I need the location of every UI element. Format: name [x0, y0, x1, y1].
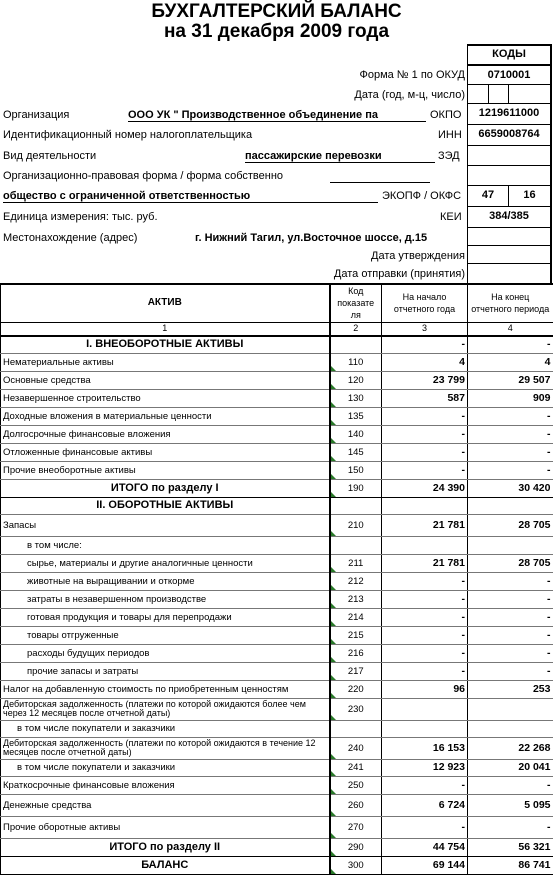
value-start: - [382, 461, 468, 479]
value-end [468, 698, 553, 720]
row-label: Нематериальные активы [1, 353, 330, 371]
value-start: 24 390 [382, 479, 468, 497]
table-row [1, 776, 553, 794]
okopf-label: ЭКОПФ / ОКФС [382, 189, 461, 203]
table-row [1, 662, 553, 680]
value-start: 23 799 [382, 371, 468, 389]
cell-marker-icon [331, 420, 336, 425]
row-code: 217 [330, 662, 382, 680]
value-start [382, 698, 468, 720]
value-end: - [468, 776, 553, 794]
value-start: 21 781 [382, 514, 468, 536]
cell-marker-icon [331, 811, 336, 816]
row-code: 213 [330, 590, 382, 608]
row-code [330, 336, 382, 353]
codes-divider [467, 245, 552, 246]
value-end: - [468, 590, 553, 608]
codes-box-right [550, 44, 552, 284]
value-end: 909 [468, 389, 553, 407]
col-number: 2 [330, 322, 382, 336]
value-start: 16 153 [382, 737, 468, 759]
table-row [1, 572, 553, 590]
row-code: 215 [330, 626, 382, 644]
table-row [1, 425, 553, 443]
value-end [468, 720, 553, 737]
row-label: животные на выращивании и откорме [1, 572, 330, 590]
col-number: 3 [382, 322, 468, 336]
address-label: Местонахождение (адрес) [3, 231, 137, 245]
cell-marker-icon [331, 833, 336, 838]
org-value: ООО УК " Производственное объединение па [128, 108, 428, 122]
value-end: - [468, 816, 553, 838]
date-divider [488, 85, 489, 103]
value-end: - [468, 407, 553, 425]
underline [128, 121, 426, 122]
document-date: на 31 декабря 2009 года [0, 22, 553, 42]
value-end: 29 507 [468, 371, 553, 389]
row-code: 250 [330, 776, 382, 794]
value-start: - [382, 572, 468, 590]
row-label: Денежные средства [1, 794, 330, 816]
table-row [1, 680, 553, 698]
underline [245, 162, 435, 163]
cell-marker-icon [331, 715, 336, 720]
row-label: Краткосрочные финансовые вложения [1, 776, 330, 794]
value-end: - [468, 336, 553, 353]
cell-marker-icon [331, 771, 336, 776]
cell-marker-icon [331, 438, 336, 443]
row-label: сырье, материалы и другие аналогичные ценности [1, 554, 330, 572]
cell-marker-icon [331, 639, 336, 644]
send-label: Дата отправки (принятия) [334, 267, 465, 281]
value-start [382, 536, 468, 554]
okpo-code: 1219611000 [468, 104, 550, 124]
value-end: - [468, 572, 553, 590]
row-label: Основные средства [1, 371, 330, 389]
row-code [330, 536, 382, 554]
codes-header: КОДЫ [468, 45, 550, 64]
value-start: 21 781 [382, 554, 468, 572]
okei-label: КЕИ [440, 210, 462, 224]
value-end: - [468, 662, 553, 680]
col-header-start: На начало отчетного года [382, 284, 468, 322]
row-code: 240 [330, 737, 382, 759]
address-value: г. Нижний Тагил, ул.Восточное шоссе, д.15 [195, 231, 427, 245]
table-row [1, 816, 553, 838]
row-label: прочие запасы и затраты [1, 662, 330, 680]
row-label: БАЛАНС [1, 856, 330, 874]
date-label: Дата (год, м-ц, число) [354, 88, 465, 102]
table-row [1, 590, 553, 608]
value-start: 69 144 [382, 856, 468, 874]
codes-divider [467, 227, 552, 228]
value-start: 4 [382, 353, 468, 371]
cell-marker-icon [331, 693, 336, 698]
org-label: Организация [3, 108, 69, 122]
row-code: 220 [330, 680, 382, 698]
row-code: 211 [330, 554, 382, 572]
row-code: 110 [330, 353, 382, 371]
table-row [1, 443, 553, 461]
table-row [1, 554, 553, 572]
table-row [1, 759, 553, 776]
table-row [1, 720, 553, 737]
codes-divider [467, 185, 552, 186]
cell-marker-icon [331, 621, 336, 626]
value-end: - [468, 626, 553, 644]
total-row [1, 838, 553, 856]
col-header-asset: АКТИВ [1, 284, 330, 322]
value-start: 44 754 [382, 838, 468, 856]
cell-marker-icon [331, 402, 336, 407]
activity-value: пассажирские перевозки [245, 149, 382, 163]
value-start: - [382, 407, 468, 425]
table-row [1, 514, 553, 536]
row-code: 230 [330, 698, 382, 720]
row-label: Налог на добавленную стоимость по приобретенным ценностям [1, 680, 330, 698]
row-code: 216 [330, 644, 382, 662]
legal-form-label: Организационно-правовая форма / форма собственно [3, 169, 283, 183]
inn-code: 6659008764 [468, 125, 550, 145]
row-code: 214 [330, 608, 382, 626]
value-start: 96 [382, 680, 468, 698]
value-end [468, 497, 553, 514]
value-end: 22 268 [468, 737, 553, 759]
row-label: ИТОГО по разделу I [1, 479, 330, 497]
row-code: 300 [330, 856, 382, 874]
table-header-row [1, 284, 553, 322]
codes-divider [467, 165, 552, 166]
row-code: 120 [330, 371, 382, 389]
table-row [1, 371, 553, 389]
cell-marker-icon [331, 366, 336, 371]
codes-divider [467, 84, 552, 85]
row-code [330, 497, 382, 514]
table-row [1, 407, 553, 425]
row-label: Незавершенное строительство [1, 389, 330, 407]
table-row [1, 461, 553, 479]
row-label: в том числе покупатели и заказчики [1, 759, 330, 776]
value-start [382, 497, 468, 514]
cell-marker-icon [331, 657, 336, 662]
row-label: I. ВНЕОБОРОТНЫЕ АКТИВЫ [1, 336, 330, 353]
col-number: 1 [1, 322, 330, 336]
row-code: 150 [330, 461, 382, 479]
section-header-row [1, 336, 553, 353]
row-code: 210 [330, 514, 382, 536]
value-start: - [382, 816, 468, 838]
cell-marker-icon [331, 585, 336, 590]
row-label: II. ОБОРОТНЫЕ АКТИВЫ [1, 497, 330, 514]
date-divider [508, 85, 509, 103]
okved-label: ЗЭД [438, 149, 460, 163]
okei-code: 384/385 [468, 207, 550, 227]
inn-label: Идентификационный номер налогоплательщика [3, 128, 252, 142]
form-code: 0710001 [468, 66, 550, 84]
approval-label: Дата утверждения [371, 249, 465, 263]
cell-marker-icon [331, 754, 336, 759]
value-start [382, 720, 468, 737]
okpo-label: ОКПО [430, 108, 461, 122]
cell-marker-icon [331, 789, 336, 794]
row-code: 130 [330, 389, 382, 407]
value-end: - [468, 644, 553, 662]
cell-marker-icon [331, 869, 336, 874]
cell-marker-icon [331, 531, 336, 536]
value-start: - [382, 608, 468, 626]
row-label: Прочие внеоборотные активы [1, 461, 330, 479]
value-end: 56 321 [468, 838, 553, 856]
okopf-code: 47 [468, 186, 508, 206]
underline [330, 182, 430, 183]
row-label: Дебиторская задолженность (платежи по которой ожидаются в течение 12 месяцев после отчетной даты) [1, 737, 330, 759]
row-label: Прочие оборотные активы [1, 816, 330, 838]
value-start: - [382, 776, 468, 794]
value-end: 5 095 [468, 794, 553, 816]
form-label: Форма № 1 по ОКУД [359, 68, 465, 82]
row-label: ИТОГО по разделу II [1, 838, 330, 856]
column-number-row [1, 322, 553, 336]
table-row [1, 698, 553, 720]
cell-marker-icon [331, 603, 336, 608]
value-start: - [382, 590, 468, 608]
cell-marker-icon [331, 492, 336, 497]
row-label: товары отгруженные [1, 626, 330, 644]
row-label: Дебиторская задолженность (платежи по которой ожидаются более чем через 12 месяцев после отчетной даты) [1, 698, 330, 720]
underline [3, 202, 378, 203]
table-row [1, 644, 553, 662]
unit-label: Единица измерения: тыс. руб. [3, 210, 158, 224]
row-label: Доходные вложения в материальные ценности [1, 407, 330, 425]
value-start: - [382, 443, 468, 461]
codes-divider [467, 263, 552, 264]
value-start: 587 [382, 389, 468, 407]
value-end: 28 705 [468, 514, 553, 536]
section-header-row [1, 497, 553, 514]
row-label: Долгосрочные финансовые вложения [1, 425, 330, 443]
row-label: расходы будущих периодов [1, 644, 330, 662]
row-label: Запасы [1, 514, 330, 536]
row-code: 270 [330, 816, 382, 838]
value-end: 86 741 [468, 856, 553, 874]
row-code: 241 [330, 759, 382, 776]
cell-marker-icon [331, 567, 336, 572]
table-row [1, 626, 553, 644]
table-row [1, 794, 553, 816]
row-label: готовая продукция и товары для перепродажи [1, 608, 330, 626]
value-start: - [382, 626, 468, 644]
cell-marker-icon [331, 474, 336, 479]
balance-table [0, 283, 553, 875]
row-code: 145 [330, 443, 382, 461]
total-row [1, 479, 553, 497]
col-number: 4 [468, 322, 553, 336]
row-code: 260 [330, 794, 382, 816]
row-code: 190 [330, 479, 382, 497]
value-start: - [382, 336, 468, 353]
table-row [1, 608, 553, 626]
value-end: 253 [468, 680, 553, 698]
row-code [330, 720, 382, 737]
row-label: в том числе: [1, 536, 330, 554]
value-end: 4 [468, 353, 553, 371]
inn-short-label: ИНН [438, 128, 462, 142]
value-start: - [382, 662, 468, 680]
row-label: в том числе покупатели и заказчики [1, 720, 330, 737]
cell-marker-icon [331, 851, 336, 856]
legal-form-value: общество с ограниченной ответственностью [3, 189, 250, 203]
total-row [1, 856, 553, 874]
document-title: БУХГАЛТЕРСКИЙ БАЛАНС [0, 2, 553, 22]
value-end: - [468, 425, 553, 443]
col-header-end: На конец отчетного периода [468, 284, 553, 322]
cell-marker-icon [331, 675, 336, 680]
table-row [1, 536, 553, 554]
value-end [468, 536, 553, 554]
row-label: Отложенные финансовые активы [1, 443, 330, 461]
cell-marker-icon [331, 456, 336, 461]
okfs-code: 16 [509, 186, 550, 206]
row-code: 290 [330, 838, 382, 856]
table-row [1, 353, 553, 371]
value-end: - [468, 461, 553, 479]
value-end: - [468, 608, 553, 626]
row-code: 135 [330, 407, 382, 425]
value-end: 28 705 [468, 554, 553, 572]
codes-divider [467, 145, 552, 146]
table-row [1, 737, 553, 759]
value-start: 12 923 [382, 759, 468, 776]
value-start: 6 724 [382, 794, 468, 816]
value-end: 30 420 [468, 479, 553, 497]
row-label: затраты в незавершенном производстве [1, 590, 330, 608]
value-start: - [382, 425, 468, 443]
value-start: - [382, 644, 468, 662]
value-end: - [468, 443, 553, 461]
cell-marker-icon [331, 384, 336, 389]
col-header-code: Код показате ля [330, 284, 382, 322]
activity-label: Вид деятельности [3, 149, 96, 163]
row-code: 140 [330, 425, 382, 443]
table-row [1, 389, 553, 407]
row-code: 212 [330, 572, 382, 590]
value-end: 20 041 [468, 759, 553, 776]
